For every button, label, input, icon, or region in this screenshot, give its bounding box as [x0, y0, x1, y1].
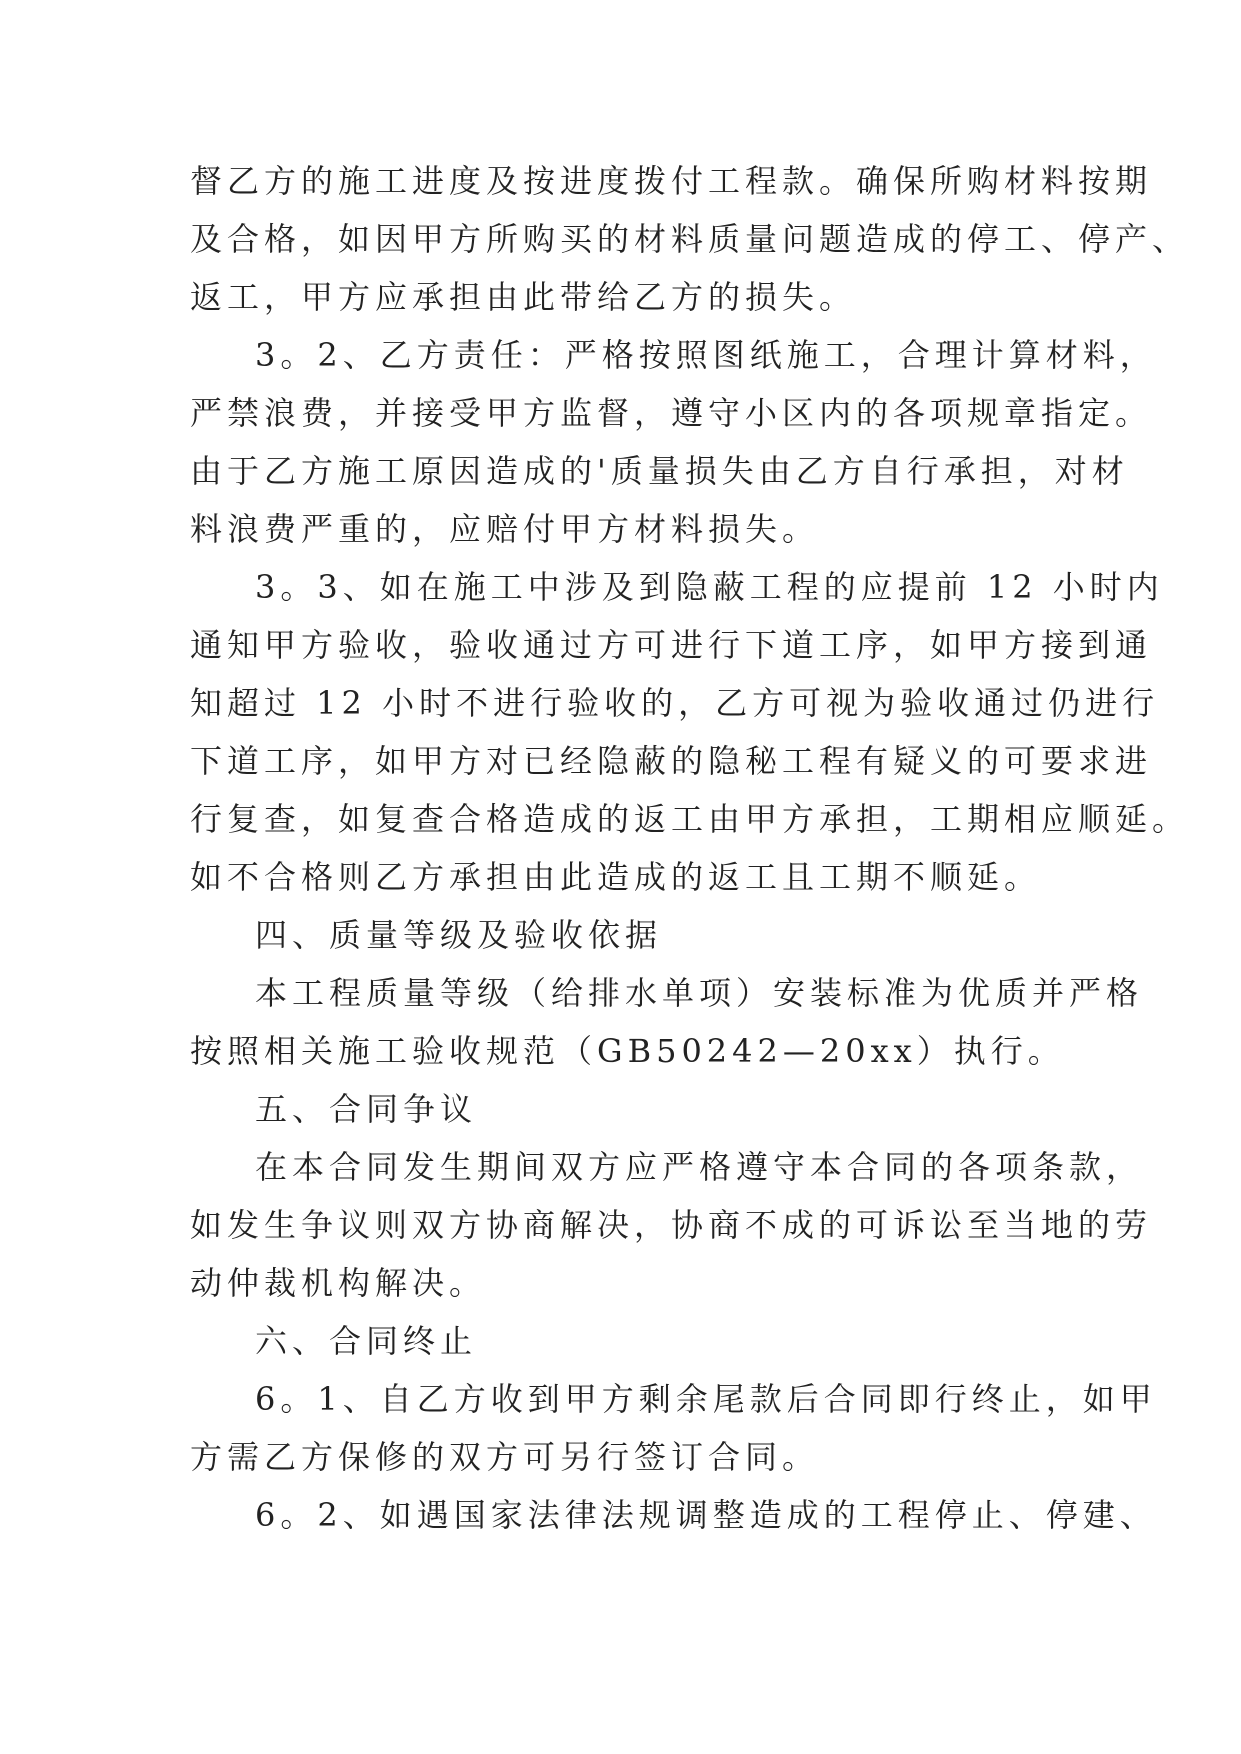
- text-line: 下道工序，如甲方对已经隐蔽的隐秘工程有疑义的可要求进: [190, 742, 1153, 780]
- text-line: 3。2、乙方责任：严格按照图纸施工，合理计算材料，: [255, 336, 1157, 374]
- text-line: 由于乙方施工原因造成的'质量损失由乙方自行承担，对材: [190, 452, 1129, 490]
- text-line: 本工程质量等级（给排水单项）安装标准为优质并严格: [255, 974, 1144, 1012]
- section-heading: 五、合同争议: [255, 1090, 478, 1128]
- text-line: 3。3、如在施工中涉及到隐蔽工程的应提前 12 小时内: [255, 568, 1164, 606]
- text-line: 督乙方的施工进度及按进度拨付工程款。确保所购材料按期: [190, 162, 1153, 200]
- section-heading: 四、质量等级及验收依据: [255, 916, 663, 954]
- text-line: 6。2、如遇国家法律法规调整造成的工程停止、停建、: [255, 1496, 1157, 1534]
- section-heading: 六、合同终止: [255, 1322, 478, 1360]
- text-line: 动仲裁机构解决。: [190, 1264, 487, 1302]
- text-line: 按照相关施工验收规范（GB50242—20xx）执行。: [190, 1032, 1065, 1070]
- text-line: 料浪费严重的，应赔付甲方材料损失。: [190, 510, 820, 548]
- text-line: 方需乙方保修的双方可另行签订合同。: [190, 1438, 820, 1476]
- text-line: 在本合同发生期间双方应严格遵守本合同的各项条款，: [255, 1148, 1144, 1186]
- text-line: 行复查，如复查合格造成的返工由甲方承担，工期相应顺延。: [190, 800, 1190, 838]
- text-line: 严禁浪费，并接受甲方监督，遵守小区内的各项规章指定。: [190, 394, 1153, 432]
- text-line: 及合格，如因甲方所购买的材料质量问题造成的停工、停产、: [190, 220, 1190, 258]
- text-line: 返工，甲方应承担由此带给乙方的损失。: [190, 278, 857, 316]
- text-line: 如发生争议则双方协商解决，协商不成的可诉讼至当地的劳: [190, 1206, 1153, 1244]
- text-line: 如不合格则乙方承担由此造成的返工且工期不顺延。: [190, 858, 1042, 896]
- text-line: 6。1、自乙方收到甲方剩余尾款后合同即行终止，如甲: [255, 1380, 1157, 1418]
- text-line: 知超过 12 小时不进行验收的，乙方可视为验收通过仍进行: [190, 684, 1160, 722]
- text-line: 通知甲方验收，验收通过方可进行下道工序，如甲方接到通: [190, 626, 1153, 664]
